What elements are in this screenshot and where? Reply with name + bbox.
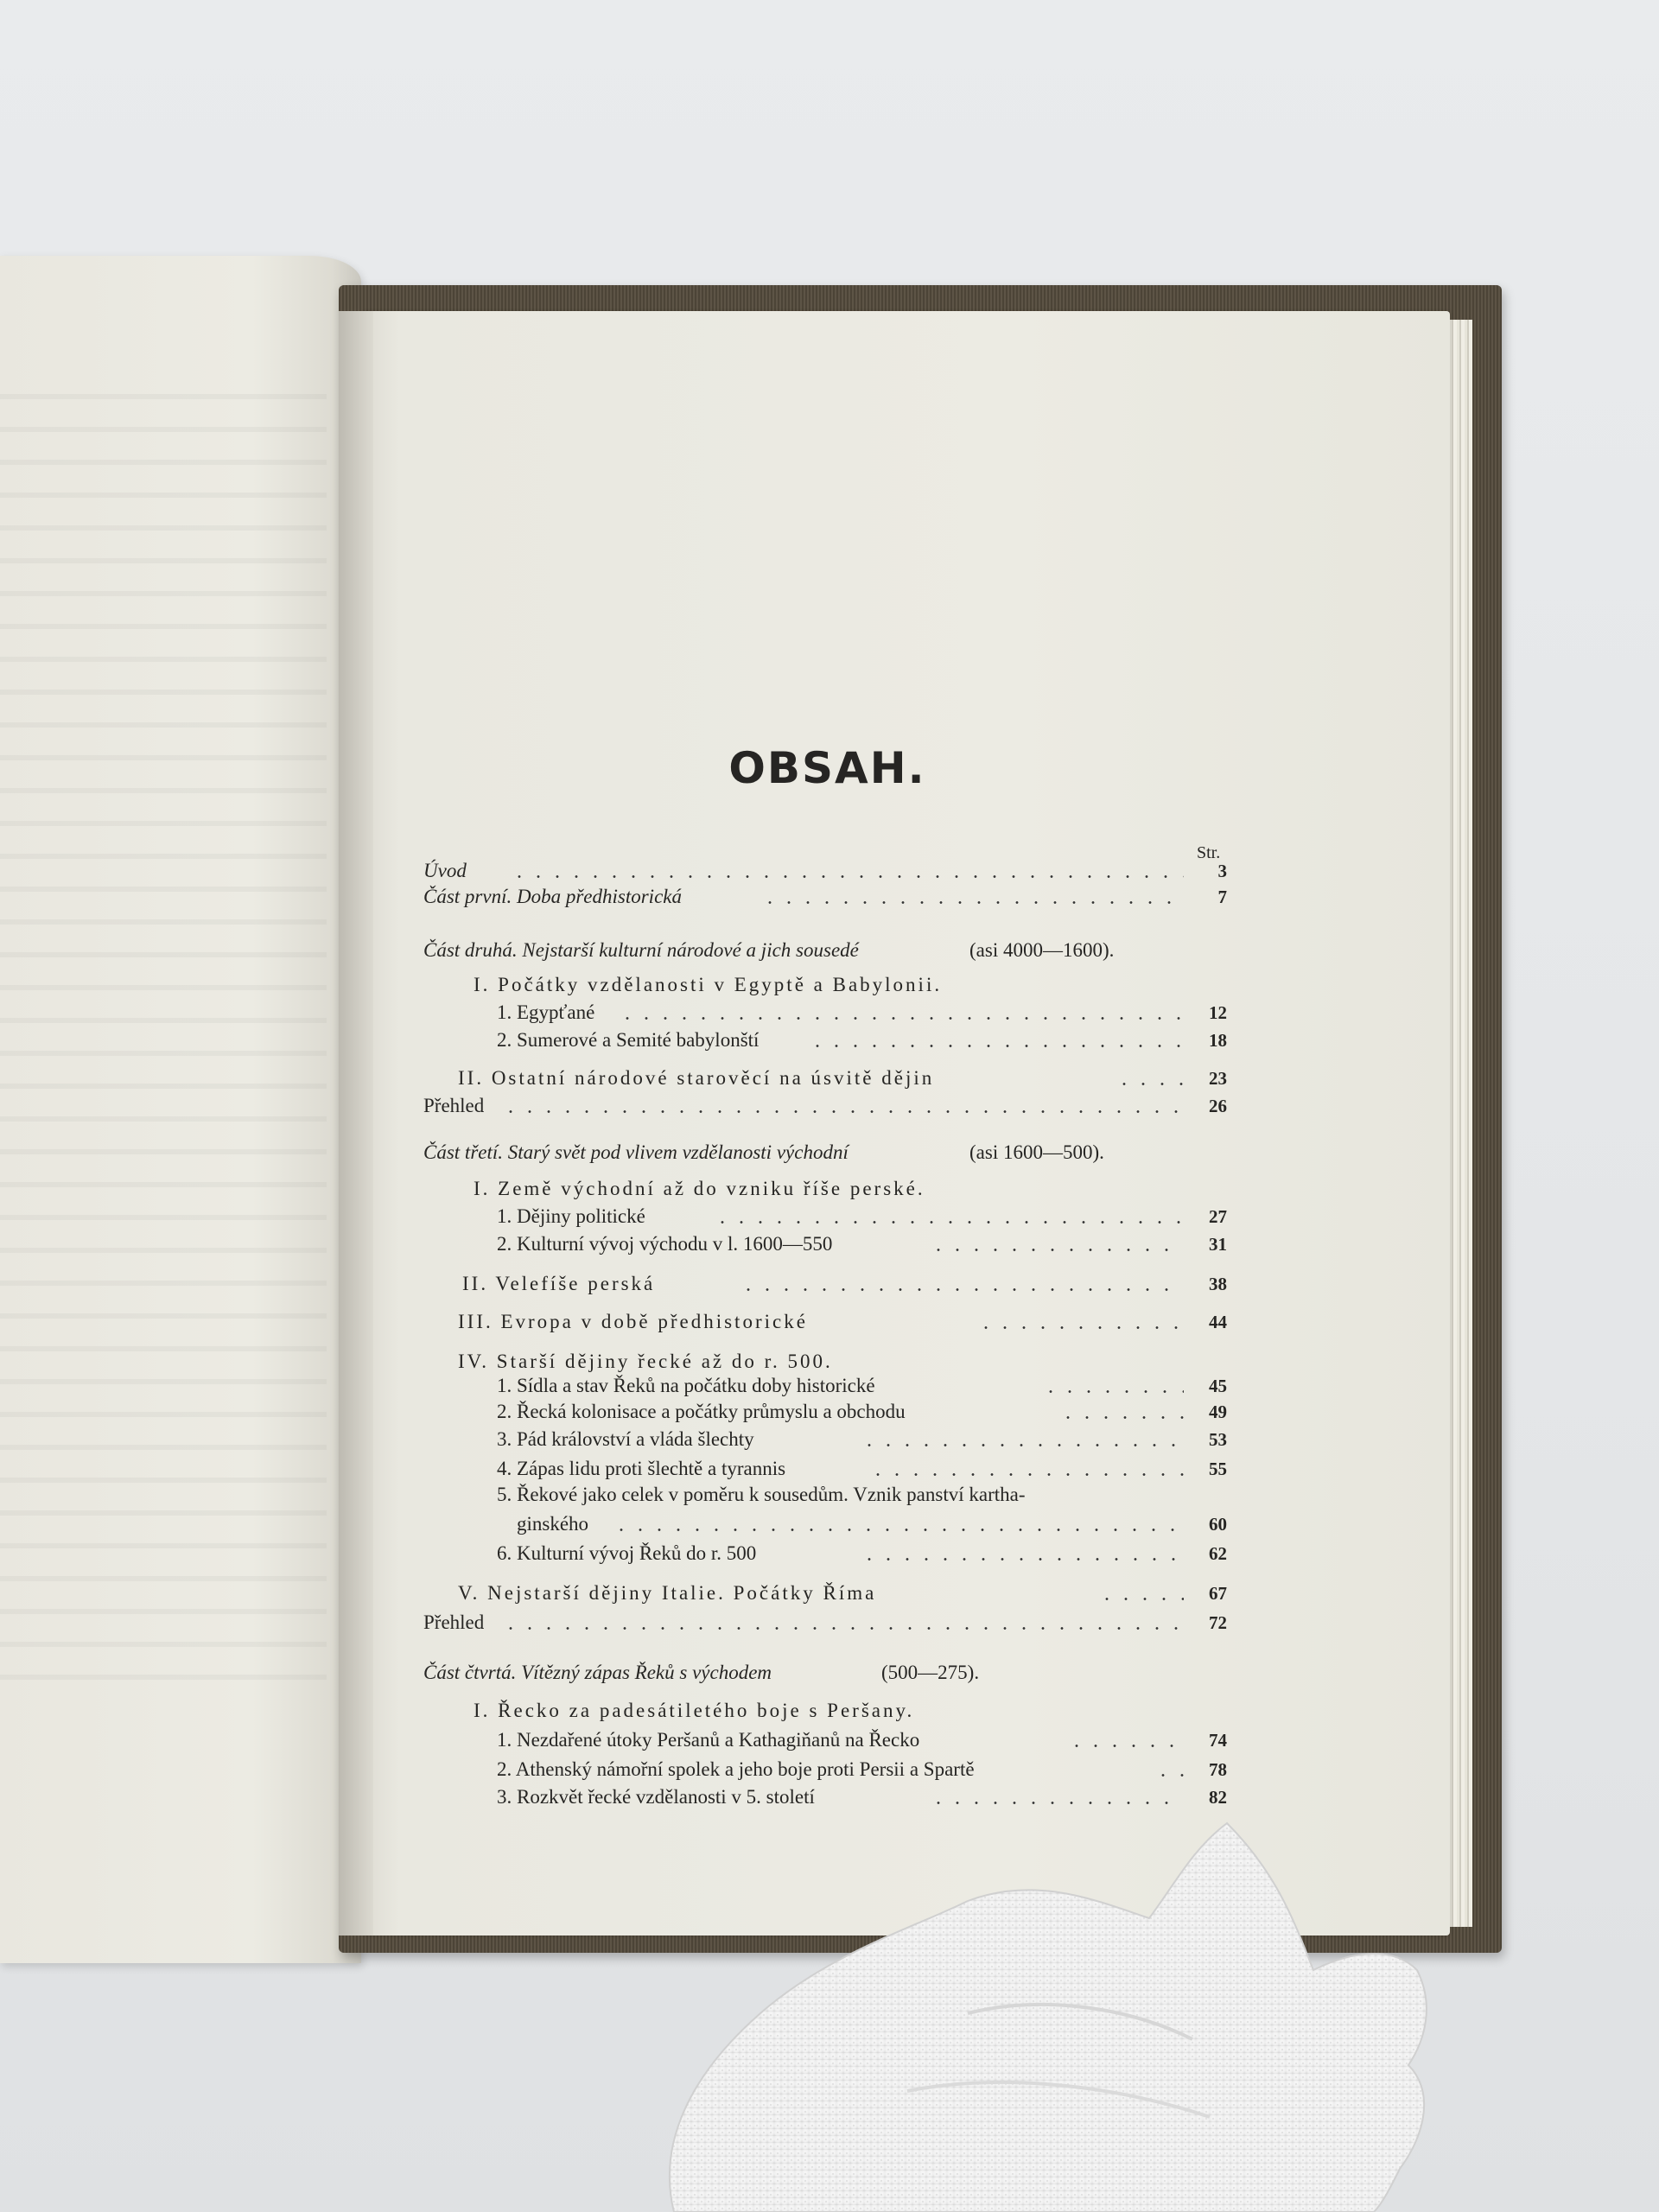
toc-entry: 2. Sumerové a Semité babylonští 18	[497, 1029, 1227, 1051]
toc-entry: 1. Egypťané 12	[497, 1001, 1227, 1023]
toc-entry: Část třetí. Starý svět pod vlivem vzdělanosti východní (asi 1600—500).	[423, 1141, 1104, 1163]
toc-entry: 3. Rozkvět řecké vzdělanosti v 5. století 82	[497, 1786, 1227, 1808]
toc-entry: 5. Řekové jako celek v poměru k sousedům. Vznik panství kartha-	[497, 1484, 1026, 1505]
toc-entry: 2. Řecká kolonisace a počátky průmyslu a obchodu 49	[497, 1401, 1227, 1422]
toc-entry: 1. Sídla a stav Řeků na počátku doby historické 45	[497, 1375, 1227, 1396]
left-page	[0, 256, 361, 1963]
toc-entry: 3. Pád království a vláda šlechty 53	[497, 1428, 1227, 1450]
toc-entry: 2. Kulturní vývoj východu v l. 1600—550 31	[497, 1233, 1227, 1255]
toc-entry: Část první. Doba předhistorická 7	[423, 886, 1227, 907]
toc-entry: Část druhá. Nejstarší kulturní národové a jich sousedé (asi 4000—1600).	[423, 939, 1115, 961]
table-of-contents	[423, 0, 1231, 1901]
toc-entry: I. Počátky vzdělanosti v Egyptě a Babylonii.	[474, 974, 943, 995]
page-column-label: Str.	[1197, 843, 1221, 862]
toc-entry: V. Nejstarší dějiny Italie. Počátky Říma 67	[458, 1582, 1227, 1604]
toc-entry: 1. Dějiny politické 27	[497, 1205, 1227, 1227]
book-gutter	[339, 311, 373, 1936]
toc-entry: Část čtvrtá. Vítězný zápas Řeků s východem (500—275).	[423, 1662, 980, 1683]
toc-entry: 6. Kulturní vývoj Řeků do r. 500 62	[497, 1542, 1227, 1564]
toc-entry: 1. Nezdařené útoky Peršanů a Kathagiňanů na Řecko 74	[497, 1729, 1227, 1751]
toc-entry: ginského 60	[517, 1513, 1227, 1535]
toc-entry: Přehled 72	[423, 1611, 1227, 1633]
toc-title: OBSAH.	[728, 743, 926, 793]
toc-entry: I. Země východní až do vzniku říše perské.	[474, 1178, 925, 1199]
toc-entry: Úvod 3	[423, 860, 1227, 881]
toc-entry: IV. Starší dějiny řecké až do r. 500.	[458, 1351, 833, 1372]
toc-entry: III. Evropa v době předhistorické 44	[458, 1311, 1227, 1332]
toc-entry: I. Řecko za padesátiletého boje s Peršany.	[474, 1700, 915, 1721]
toc-entry: II. Velefíše perská 38	[462, 1273, 1227, 1294]
toc-entry: 2. Athenský námořní spolek a jeho boje proti Persii a Spartě 78	[497, 1758, 1227, 1780]
toc-entry: II. Ostatní národové starověcí na úsvitě dějin 23	[458, 1067, 1227, 1089]
toc-entry: 4. Zápas lidu proti šlechtě a tyrannis 55	[497, 1458, 1227, 1479]
toc-entry: Přehled 26	[423, 1095, 1227, 1116]
